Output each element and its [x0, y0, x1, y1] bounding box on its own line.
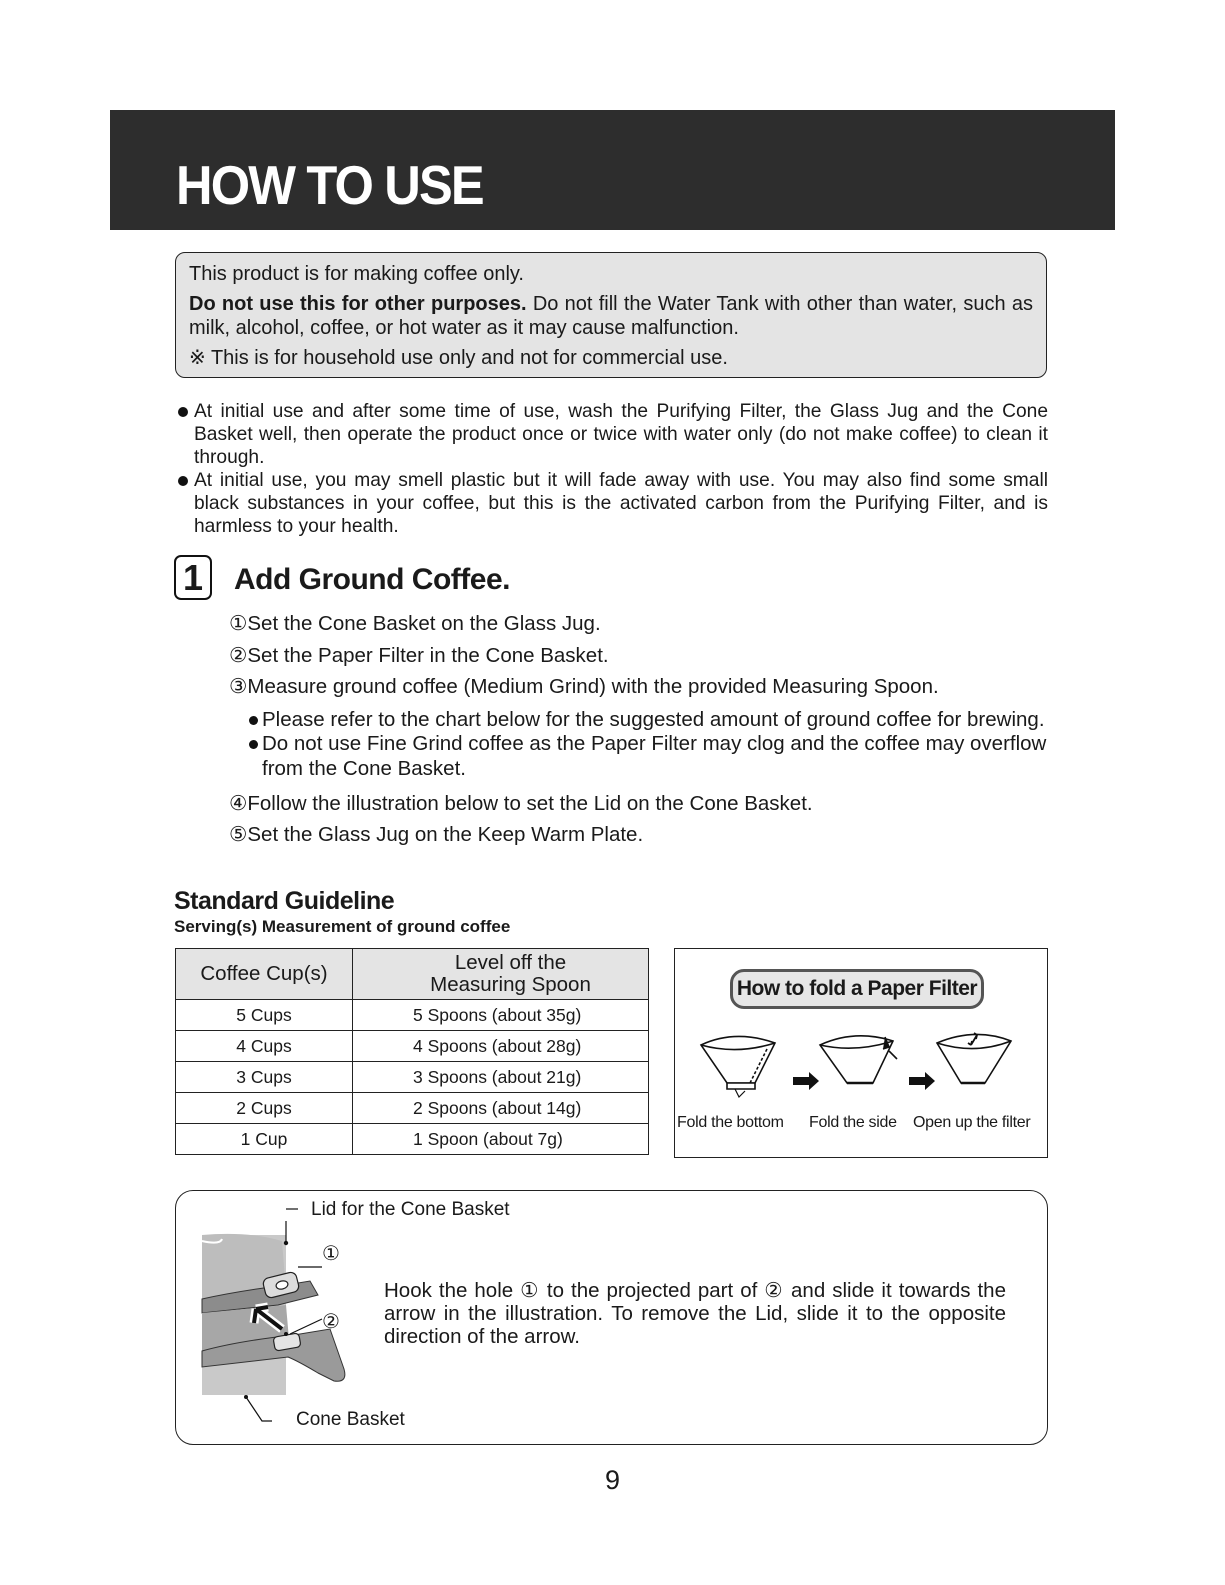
header-band	[110, 110, 1115, 230]
table-row	[176, 1031, 649, 1062]
list-item: At initial use and after some time of use, wash the Purifying Filter, the Glass Jug and the Cone Basket well, then operate the product once or twice with water only (do not make coffee) to clean it through.	[174, 400, 1048, 469]
guideline-title: Standard Guideline	[174, 887, 395, 915]
list-item: Do not use Fine Grind coffee as the Paper Filter may clog and the coffee may overflow from the Cone Basket.	[247, 732, 1049, 781]
table-cell: 3 Spoons (about 21g)	[353, 1062, 649, 1093]
fold-illustration	[675, 1019, 1047, 1114]
arrow-right-icon	[793, 1072, 819, 1090]
fold-caption: Open up the filter	[913, 1114, 1031, 1131]
lid-label: Lid for the Cone Basket	[311, 1199, 510, 1220]
notice-warning-rest: Do not fill the Water Tank with other than water, such as milk, alcohol, coffee, or hot water as it may cause malfunction.	[189, 293, 1033, 339]
filter-fold-side-icon	[820, 1036, 897, 1083]
notice-box	[175, 252, 1047, 378]
filter-fold-bottom-icon	[701, 1036, 775, 1097]
table-cell: 4 Spoons (about 28g)	[353, 1031, 649, 1062]
projection-marker: ②	[322, 1311, 340, 1333]
hook-instruction-text: Hook the hole ① to the projected part of ② and slide it towards the arrow in the illustration. To remove the Lid, slide it to the opposite direction of the arrow.	[384, 1279, 1006, 1349]
notice-line: This product is for making coffee only.	[189, 263, 524, 285]
table-row	[176, 1062, 649, 1093]
notice-warning	[189, 292, 1033, 340]
table-cell: 3 Cups	[176, 1062, 353, 1093]
fold-caption: Fold the bottom	[677, 1114, 784, 1131]
bullet-icon	[178, 476, 188, 486]
table-row	[176, 1124, 649, 1155]
table-cell: 2 Spoons (about 14g)	[353, 1093, 649, 1124]
column-header: Level off the Measuring Spoon	[353, 949, 649, 1000]
guideline-table	[175, 948, 649, 1155]
bullet-icon	[249, 716, 258, 725]
step-number-badge: 1	[174, 555, 212, 600]
instruction-item: ④Follow the illustration below to set the Lid on the Cone Basket.	[229, 791, 813, 815]
arrow-right-icon	[909, 1072, 935, 1090]
table-cell: 1 Spoon (about 7g)	[353, 1124, 649, 1155]
instruction-item: ①Set the Cone Basket on the Glass Jug.	[229, 612, 601, 635]
precaution-list	[174, 400, 1048, 538]
fold-filter-panel	[674, 948, 1048, 1158]
page-title: HOW TO USE	[176, 154, 483, 216]
hole-marker: ①	[322, 1243, 340, 1265]
table-header-row	[176, 949, 649, 1000]
step-instructions	[229, 612, 1049, 855]
table-cell: 5 Cups	[176, 1000, 353, 1031]
filter-open-up-icon	[937, 1033, 1011, 1083]
cone-basket-label: Cone Basket	[296, 1409, 405, 1430]
page-number: 9	[604, 1465, 621, 1495]
table-cell: 1 Cup	[176, 1124, 353, 1155]
bullet-icon	[249, 740, 258, 749]
table-cell: 5 Spoons (about 35g)	[353, 1000, 649, 1031]
fold-caption: Fold the side	[809, 1114, 897, 1131]
table-row	[176, 1093, 649, 1124]
notice-bold-warning: Do not use this for other purposes.	[189, 293, 527, 315]
list-item: At initial use, you may smell plastic but it will fade away with use. You may also find some small black substances in your coffee, but this is the activated carbon from the Purifying Filter, and is harmless to your health.	[174, 469, 1048, 538]
column-header: Coffee Cup(s)	[176, 949, 353, 1000]
instruction-item: ②Set the Paper Filter in the Cone Basket.	[229, 643, 609, 667]
table-row	[176, 1000, 649, 1031]
instruction-item: ⑤Set the Glass Jug on the Keep Warm Plate.	[229, 823, 644, 847]
lid-hook-panel	[175, 1190, 1048, 1445]
cone-basket-lid-illustration	[198, 1201, 378, 1431]
table-cell: 2 Cups	[176, 1093, 353, 1124]
notice-household-note: ※ This is for household use only and not for commercial use.	[189, 347, 728, 369]
bullet-icon	[178, 407, 188, 417]
instruction-notes	[247, 708, 1049, 782]
instruction-item: ③Measure ground coffee (Medium Grind) with the provided Measuring Spoon.	[229, 675, 939, 699]
list-item: Please refer to the chart below for the suggested amount of ground coffee for brewing.	[247, 708, 1049, 733]
table-cell: 4 Cups	[176, 1031, 353, 1062]
step-title: Add Ground Coffee.	[234, 563, 510, 596]
fold-filter-title: How to fold a Paper Filter	[730, 969, 984, 1009]
guideline-subtitle: Serving(s) Measurement of ground coffee	[174, 917, 511, 936]
